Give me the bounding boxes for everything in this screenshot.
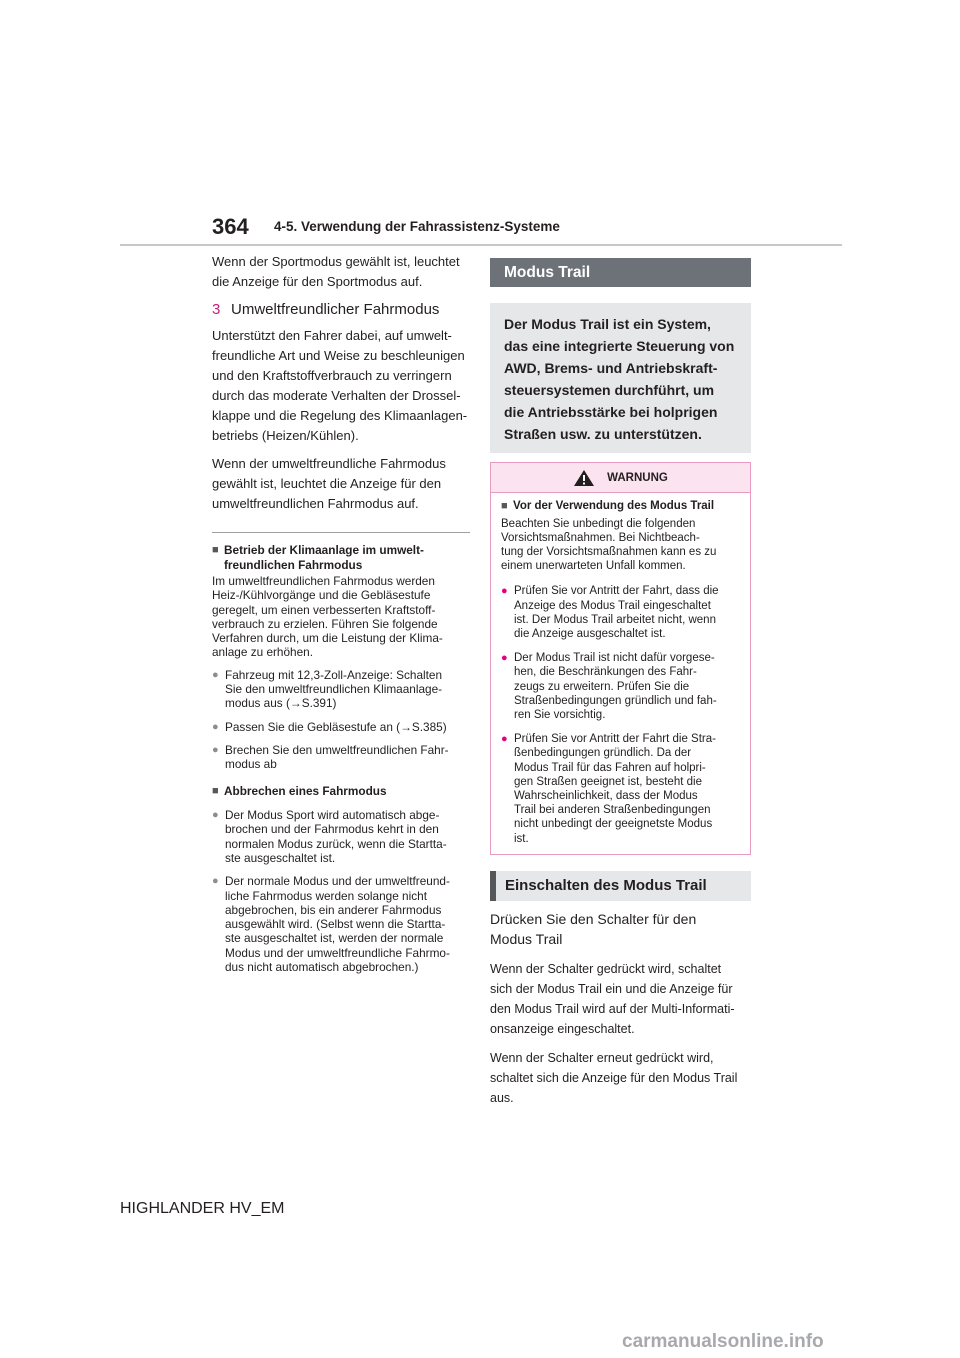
page-number: 364 bbox=[212, 214, 249, 239]
text-line: Wenn der Sportmodus gewählt ist, leuchtet bbox=[212, 254, 460, 269]
text-line: sich der Modus Trail ein und die Anzeige für bbox=[490, 981, 733, 996]
switch-section-heading: Einschalten des Modus Trail bbox=[490, 871, 751, 901]
text-line: dus nicht automatisch abgebrochen.) bbox=[225, 960, 419, 975]
round-bullet-icon: ● bbox=[501, 585, 508, 598]
step-heading bbox=[212, 300, 470, 320]
text-line: Beachten Sie unbedingt die folgenden bbox=[501, 517, 696, 530]
round-bullet-icon: ● bbox=[212, 743, 219, 756]
text-line: einem unerwarteten Unfall kommen. bbox=[501, 560, 686, 573]
switch-on-paragraph bbox=[490, 959, 751, 1039]
action-instruction bbox=[490, 909, 751, 949]
square-bullet-icon: ■ bbox=[212, 544, 219, 556]
text-line: betriebs (Heizen/Kühlen). bbox=[212, 428, 359, 443]
eco-indicator-paragraph bbox=[212, 454, 470, 514]
list-item bbox=[212, 874, 470, 974]
text-line: liche Fahrmodus werden solange nicht bbox=[225, 888, 427, 903]
text-line: Sie den umweltfreundlichen Klimaanlage- bbox=[225, 682, 443, 697]
text-line: modus ab bbox=[225, 757, 277, 772]
warning-box bbox=[490, 462, 751, 855]
page-reference-link[interactable]: modus aus (→S.391) bbox=[225, 696, 337, 711]
warning-header bbox=[491, 463, 750, 493]
text-line: ausgewählt wird. (Selbst wenn die Startta- bbox=[225, 917, 446, 932]
square-bullet-icon: ■ bbox=[501, 500, 508, 512]
eco-mode-paragraph bbox=[212, 326, 470, 446]
switch-off-paragraph bbox=[490, 1048, 751, 1108]
list-item bbox=[212, 720, 470, 734]
list-item bbox=[212, 743, 470, 772]
warning-body bbox=[491, 493, 750, 854]
text-line: Der Modus Trail ist ein System, bbox=[504, 316, 711, 332]
text-line: Modus Trail bbox=[490, 930, 563, 947]
text-line: Trail bei anderen Straßenbedingungen bbox=[514, 804, 711, 817]
text-line: Im umweltfreundlichen Fahrmodus werden bbox=[212, 574, 435, 588]
text-line: Fahrzeug mit 12,3-Zoll-Anzeige: Schalten bbox=[225, 667, 443, 682]
list-item bbox=[212, 808, 470, 865]
text-line: ste ausgeschaltet ist. bbox=[225, 850, 336, 865]
text-line: Modus und der umweltfreundliche Fahrmo- bbox=[225, 945, 450, 960]
round-bullet-icon: ● bbox=[212, 809, 219, 822]
round-bullet-icon: ● bbox=[501, 733, 508, 746]
text-line: brochen und der Fahrmodus kehrt in den bbox=[225, 822, 439, 837]
page-reference-link[interactable]: Passen Sie die Gebläsestufe an (→S.385) bbox=[225, 719, 447, 734]
text-line: Heiz-/Kühlvorgänge und die Gebläsestufe bbox=[212, 588, 431, 603]
text-line: gen Straßen geeignet ist, besteht die bbox=[514, 775, 702, 788]
text-line: Straßenbedingungen gründlich und fah- bbox=[514, 694, 717, 707]
step-title: Umweltfreundlicher Fahrmodus bbox=[231, 301, 440, 318]
text-line: die Anzeige ausgeschaltet ist. bbox=[514, 627, 666, 640]
text-line: die Anzeige für den Sportmodus auf. bbox=[212, 274, 423, 289]
text-line: freundlichen Fahrmodus bbox=[224, 557, 363, 572]
list-item bbox=[212, 668, 470, 711]
right-column bbox=[490, 258, 751, 1117]
round-bullet-icon: ● bbox=[501, 652, 508, 665]
text-line: Prüfen Sie vor Antritt der Fahrt, dass die bbox=[514, 585, 719, 598]
text-line: gewählt ist, leuchtet die Anzeige für den bbox=[212, 476, 442, 491]
square-bullet-icon: ■ bbox=[212, 784, 219, 797]
warning-paragraph bbox=[501, 517, 742, 574]
round-bullet-icon: ● bbox=[212, 668, 219, 681]
text-line: Brechen Sie den umweltfreundlichen Fahr- bbox=[225, 742, 449, 757]
text-line: nicht unbedingt der geeignetste Modus bbox=[514, 818, 713, 831]
text-line: durch das moderate Verhalten der Drossel- bbox=[212, 388, 461, 403]
text-line: ste ausgeschaltet ist, werden der normale bbox=[225, 931, 444, 946]
left-column bbox=[212, 252, 470, 983]
text-line: ßenbedingungen gründlich. Da der bbox=[514, 747, 692, 760]
text-line: normalen Modus zurück, wenn die Startta- bbox=[225, 836, 447, 851]
text-line: verbrauch zu erzielen. Führen Sie folgende bbox=[212, 616, 438, 631]
section-title: 4-5. Verwendung der Fahrassistenz-Systeme bbox=[274, 219, 560, 234]
warning-label: WARNUNG bbox=[607, 471, 668, 484]
text-line: Verfahren durch, um die Leistung der Klima- bbox=[212, 631, 443, 646]
text-line: AWD, Brems- und Antriebskraft- bbox=[504, 360, 718, 376]
round-bullet-icon: ● bbox=[212, 875, 219, 888]
text-line: Der normale Modus und der umweltfreund- bbox=[225, 874, 450, 889]
text-line: freundliche Art und Weise zu beschleunigen bbox=[212, 348, 465, 363]
climate-paragraph bbox=[212, 574, 470, 660]
text-line: geregelt, um einen verbesserten Kraftstoff- bbox=[212, 602, 436, 617]
sport-mode-paragraph bbox=[212, 252, 470, 292]
text-line: den Modus Trail wird auf der Multi-Informati- bbox=[490, 1001, 735, 1016]
text-line: Straßen usw. zu unterstützen. bbox=[504, 426, 702, 442]
text-line: Prüfen Sie vor Antritt der Fahrt die Stra- bbox=[514, 733, 716, 746]
footer-model-name: HIGHLANDER HV_EM bbox=[120, 1200, 285, 1217]
text-line: Wenn der Schalter erneut gedrückt wird, bbox=[490, 1050, 714, 1065]
text-line: ist. Der Modus Trail arbeitet nicht, wenn bbox=[514, 613, 716, 626]
text-line: Vor der Verwendung des Modus Trail bbox=[513, 500, 715, 512]
text-line: Abbrechen eines Fahrmodus bbox=[224, 783, 387, 798]
text-line: abgebrochen, bis ein anderer Fahrmodus bbox=[225, 902, 442, 917]
text-line: steuersystemen durchführt, um bbox=[504, 382, 715, 398]
text-line: ist. bbox=[514, 832, 529, 845]
list-item bbox=[501, 732, 742, 846]
text-line: umweltfreundlichen Fahrmodus auf. bbox=[212, 496, 419, 511]
step-number: 3 bbox=[212, 301, 221, 318]
modus-trail-description bbox=[490, 303, 751, 453]
text-line: Betrieb der Klimaanlage im umwelt- bbox=[224, 543, 424, 557]
list-item bbox=[501, 651, 742, 722]
modus-trail-heading: Modus Trail bbox=[490, 258, 751, 287]
warning-subheading bbox=[501, 499, 742, 514]
text-line: Vorsichtsmaßnahmen. Bei Nichtbeach- bbox=[501, 531, 700, 544]
warning-triangle-icon bbox=[573, 469, 595, 487]
round-bullet-icon: ● bbox=[212, 720, 219, 733]
list-item bbox=[501, 584, 742, 641]
header-divider bbox=[120, 244, 842, 246]
text-line: Wenn der Schalter gedrückt wird, schaltet bbox=[490, 961, 722, 976]
text-line: Der Modus Sport wird automatisch abge- bbox=[225, 808, 440, 823]
text-line: Der Modus Trail ist nicht dafür vorgese- bbox=[514, 652, 715, 665]
cancel-subheading bbox=[212, 784, 470, 799]
text-line: anlage zu erhöhen. bbox=[212, 645, 314, 660]
text-line: ren Sie vorsichtig. bbox=[514, 708, 606, 721]
climate-subheading bbox=[212, 543, 470, 572]
section-divider bbox=[212, 532, 470, 533]
text-line: das eine integrierte Steuerung von bbox=[504, 338, 735, 354]
text-line: schaltet sich die Anzeige für den Modus Trail bbox=[490, 1070, 738, 1085]
text-line: und den Kraftstoffverbrauch zu verringern bbox=[212, 368, 452, 383]
text-line: hen, die Beschränkungen des Fahr- bbox=[514, 666, 697, 679]
text-line: die Antriebsstärke bei holprigen bbox=[504, 404, 718, 420]
text-line: zeugs zu erweitern. Prüfen Sie die bbox=[514, 680, 690, 693]
text-line: aus. bbox=[490, 1090, 514, 1105]
text-line: Drücken Sie den Schalter für den bbox=[490, 910, 697, 927]
footer-watermark: carmanualsonline.info bbox=[622, 1331, 824, 1352]
text-line: Unterstützt den Fahrer dabei, auf umwelt- bbox=[212, 328, 452, 343]
text-line: Wahrscheinlichkeit, dass der Modus bbox=[514, 789, 698, 802]
text-line: tung der Vorsichtsmaßnahmen kann es zu bbox=[501, 545, 717, 558]
text-line: onsanzeige eingeschaltet. bbox=[490, 1021, 635, 1036]
text-line: Modus Trail für das Fahren auf holpri- bbox=[514, 761, 706, 774]
text-line: Wenn der umweltfreundliche Fahrmodus bbox=[212, 456, 446, 471]
text-line: klappe und die Regelung des Klimaanlagen- bbox=[212, 408, 468, 423]
text-line: Anzeige des Modus Trail eingeschaltet bbox=[514, 599, 711, 612]
